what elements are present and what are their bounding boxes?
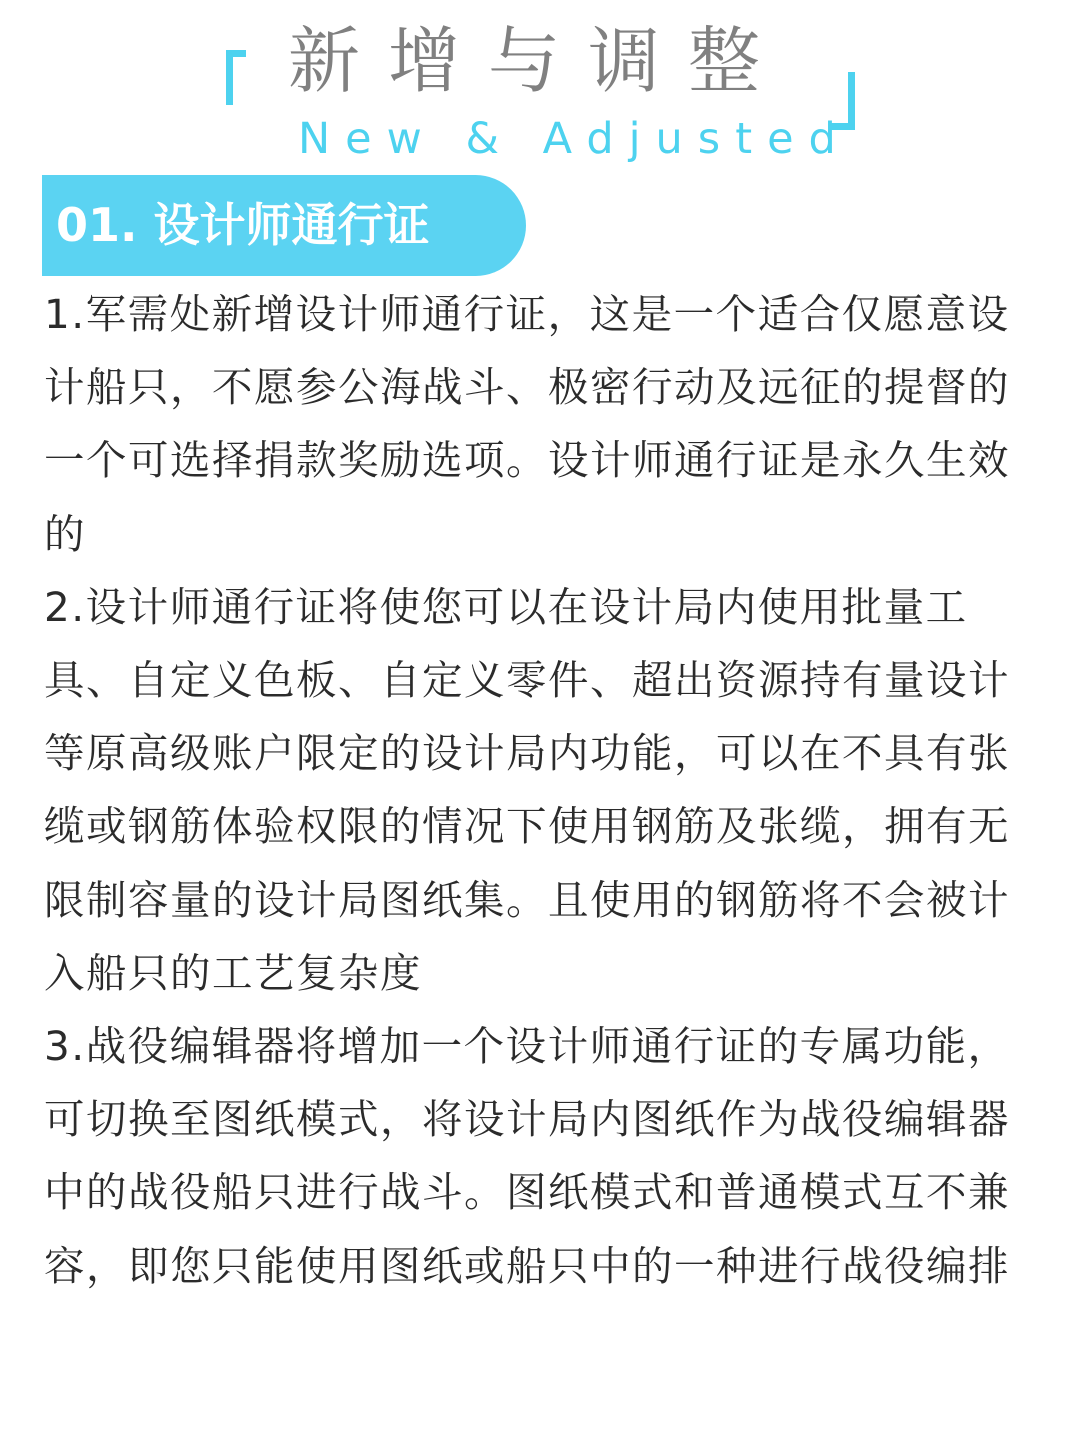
page-title: 新增与调整 bbox=[288, 19, 789, 103]
page-header bbox=[0, 0, 1080, 170]
content-body bbox=[44, 278, 1040, 1303]
paragraph-1: 1.军需处新增设计师通行证，这是一个适合仅愿意设计船只，不愿参公海战斗、极密行动及远征的提督的一个可选择捐款奖励选项。设计师通行证是永久生效的 bbox=[44, 290, 1010, 558]
paragraph-3: 3.战役编辑器将增加一个设计师通行证的专属功能，可切换至图纸模式，将设计局内图纸作为战役编辑器中的战役船只进行战斗。图纸模式和普通模式互不兼容，即您只能使用图纸或船只中的一种进行战役编排 bbox=[44, 1022, 1010, 1290]
left-bracket-decoration bbox=[226, 50, 246, 105]
section-heading-label: 01. 设计师通行证 bbox=[56, 198, 430, 252]
paragraph-2: 2.设计师通行证将使您可以在设计局内使用批量工具、自定义色板、自定义零件、超出资源持有量设计等原高级账户限定的设计局内功能，可以在不具有张缆或钢筋体验权限的情况下使用钢筋及张缆，拥有无限制容量的设计局图纸集。且使用的钢筋将不会被计入船只的工艺复杂度 bbox=[44, 582, 1010, 997]
page-subtitle: New & Adjusted bbox=[298, 114, 851, 164]
section-heading-badge bbox=[42, 175, 526, 276]
right-bracket-decoration bbox=[831, 72, 855, 130]
